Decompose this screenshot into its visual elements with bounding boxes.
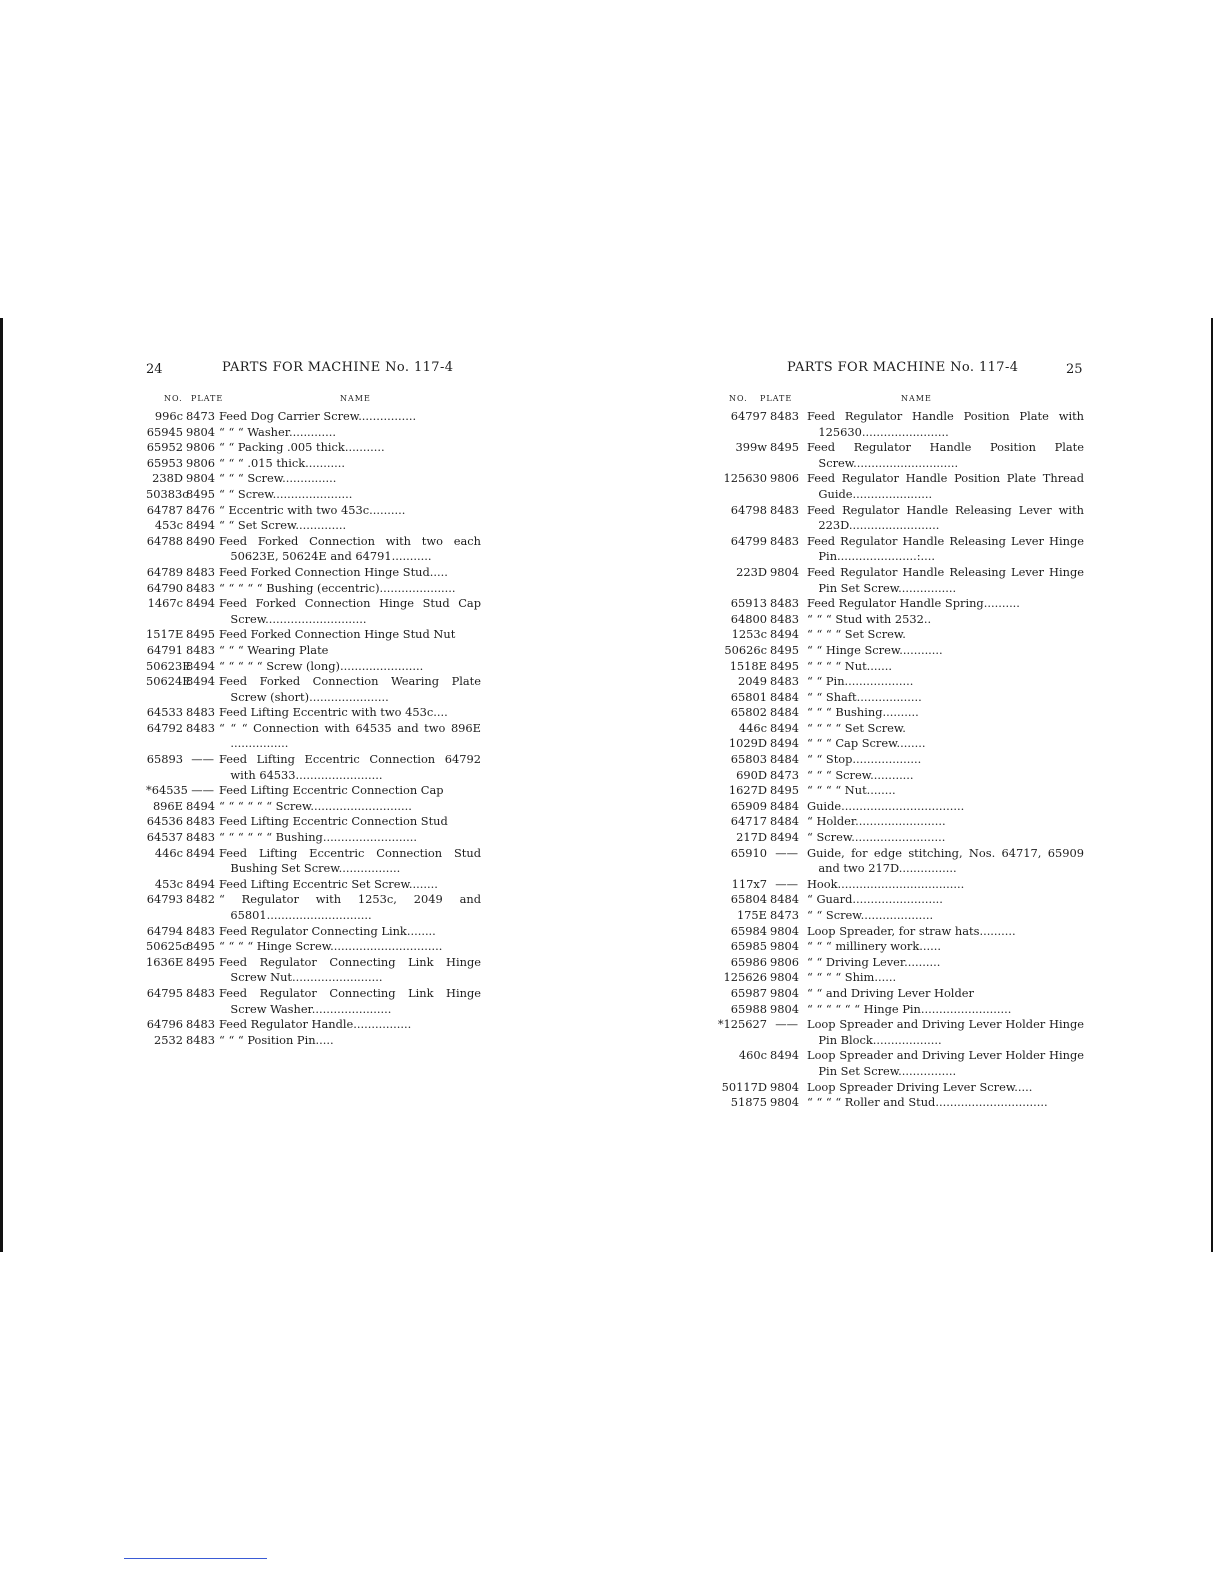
part-entry — [717, 565, 1084, 596]
column-header-no: NO. — [164, 394, 183, 403]
part-entry — [146, 877, 481, 893]
plate-number: 8484 — [770, 814, 799, 829]
part-entry — [717, 721, 1084, 737]
part-entry — [146, 503, 481, 519]
part-entry — [717, 643, 1084, 659]
part-entry — [146, 456, 481, 472]
plate-number: 8495 — [770, 658, 799, 673]
part-name: Feed Regulator Handle Releasing Lever Hinge Pin......................:.... — [807, 533, 1084, 564]
part-name: Feed Regulator Handle Releasing Lever Hinge Pin Set Screw................ — [807, 564, 1084, 595]
part-entry — [717, 986, 1084, 1002]
part-entry — [146, 487, 481, 503]
part-number: 65893 — [146, 752, 183, 767]
part-number: 896E — [152, 798, 183, 813]
part-entry — [146, 830, 481, 846]
part-name: “ “ “ “ “ “ Bushing.......................... — [219, 830, 417, 845]
part-name: Guide.................................. — [807, 798, 965, 813]
part-entry — [146, 986, 481, 1017]
part-name: “ “ “ “ “ “ Screw............................ — [219, 798, 412, 813]
part-number: 1636E — [146, 954, 184, 969]
part-entry — [717, 768, 1084, 784]
part-entry — [717, 1095, 1084, 1111]
part-entry — [717, 503, 1084, 534]
part-name: Loop Spreader, for straw hats.......... — [807, 923, 1016, 938]
plate-number: 8494 — [770, 1048, 799, 1063]
part-name: “ “ and Driving Lever Holder — [807, 985, 974, 1000]
part-number: 65953 — [146, 455, 183, 470]
plate-number: 9804 — [770, 1079, 799, 1094]
part-name: Feed Regulator Handle................ — [219, 1017, 412, 1032]
part-number: 64797 — [730, 409, 767, 423]
part-entry — [717, 674, 1084, 690]
plate-number: 8495 — [186, 939, 215, 954]
plate-number: 9806 — [770, 471, 799, 486]
part-number: 65801 — [730, 689, 767, 704]
part-name: Feed Forked Connection Hinge Stud Cap Screw............................ — [219, 596, 481, 626]
part-number: 65945 — [146, 424, 183, 439]
part-number: 175E — [736, 908, 767, 922]
part-number: 64800 — [730, 611, 767, 626]
part-number: 64789 — [146, 564, 183, 579]
part-number: *64535 — [146, 783, 188, 798]
part-entry — [717, 409, 1084, 440]
plate-number: 9804 — [770, 970, 799, 985]
plate-number: 8483 — [770, 533, 799, 548]
plate-number: 8494 — [770, 830, 799, 845]
part-number: 64794 — [146, 923, 183, 938]
part-name: “ “ “ Cap Screw........ — [807, 736, 926, 751]
plate-number: 8483 — [186, 564, 215, 579]
part-entry — [717, 612, 1084, 628]
plate-number: 8483 — [770, 409, 799, 423]
part-entry — [146, 565, 481, 581]
part-number: 64798 — [730, 502, 767, 517]
running-title: PARTS FOR MACHINE No. 117-4 — [787, 360, 1019, 375]
part-number: 51875 — [730, 1095, 767, 1110]
plate-number: 9806 — [770, 954, 799, 969]
parts-list — [146, 409, 481, 1048]
plate-number: 9804 — [770, 1001, 799, 1016]
part-entry — [717, 534, 1084, 565]
part-name: “ Eccentric with two 453c.......... — [219, 502, 406, 517]
part-name: “ “ “ “ Roller and Stud............................... — [807, 1095, 1048, 1110]
part-name: Loop Spreader and Driving Lever Holder Hinge Pin Set Screw................ — [807, 1048, 1084, 1078]
plate-number: 8483 — [186, 1032, 215, 1047]
page-number: 24 — [146, 362, 163, 377]
part-entry — [146, 721, 481, 752]
part-name: “ “ “ .015 thick........... — [219, 455, 345, 470]
column-header-plate: PLATE — [191, 394, 224, 403]
column-header-name: NAME — [901, 394, 932, 403]
part-name: Feed Forked Connection Hinge Stud Nut — [219, 627, 456, 642]
part-entry — [717, 799, 1084, 815]
plate-number: 8494 — [186, 518, 215, 533]
plate-number: 8494 — [186, 798, 215, 813]
part-number: 446c — [738, 720, 767, 735]
part-number: 238D — [152, 471, 183, 486]
part-entry — [146, 596, 481, 627]
part-name: “ Screw.......................... — [807, 830, 946, 845]
plate-number: —— — [191, 752, 214, 767]
plate-number: 8482 — [186, 892, 215, 907]
plate-number: 9806 — [186, 440, 215, 455]
running-head — [717, 356, 1084, 380]
part-entry — [146, 892, 481, 923]
part-entry — [146, 924, 481, 940]
part-name: “ “ “ Connection with 64535 and two 896E ................ — [219, 720, 481, 751]
plate-number: 8495 — [770, 783, 799, 798]
plate-number: 9804 — [770, 923, 799, 938]
part-number: 65913 — [730, 596, 767, 611]
column-headers — [717, 392, 1084, 407]
plate-number: 8483 — [186, 830, 215, 845]
part-entry — [717, 892, 1084, 908]
part-number: 64536 — [146, 814, 183, 829]
part-name: “ “ “ “ Set Screw. — [807, 627, 906, 642]
part-number: *125627 — [717, 1017, 767, 1032]
plate-number: 8495 — [770, 440, 799, 455]
part-name: Feed Lifting Eccentric Set Screw........ — [219, 876, 438, 891]
part-number: 64787 — [146, 502, 183, 517]
part-number: 64717 — [730, 814, 767, 829]
part-name: Feed Lifting Eccentric Connection Cap — [219, 783, 444, 798]
part-entry — [717, 830, 1084, 846]
part-name: Loop Spreader Driving Lever Screw..... — [807, 1079, 1033, 1094]
plate-number: 8484 — [770, 689, 799, 704]
part-entry — [146, 409, 481, 425]
part-entry — [717, 596, 1084, 612]
part-number: 65988 — [730, 1001, 767, 1016]
plate-number: 9804 — [186, 471, 215, 486]
part-number: 453c — [154, 518, 183, 533]
part-number: 460c — [738, 1048, 767, 1063]
page-number: 25 — [1066, 362, 1083, 377]
plate-number: 8483 — [186, 1017, 215, 1032]
part-entry — [146, 659, 481, 675]
plate-number: 9804 — [186, 424, 215, 439]
plate-number: 8484 — [770, 752, 799, 767]
running-title: PARTS FOR MACHINE No. 117-4 — [222, 360, 454, 375]
part-entry — [717, 955, 1084, 971]
part-number: 1518E — [729, 658, 767, 673]
part-name: “ “ Set Screw.............. — [219, 518, 347, 533]
plate-number: 8483 — [186, 720, 215, 735]
part-number: 50626c — [724, 642, 767, 657]
part-entry — [146, 627, 481, 643]
part-number: 690D — [736, 767, 767, 782]
part-entry — [146, 1033, 481, 1049]
part-entry — [146, 425, 481, 441]
plate-number: 8483 — [186, 580, 215, 595]
part-number: 64796 — [146, 1017, 183, 1032]
part-name: “ “ “ “ “ Screw (long)....................... — [219, 658, 424, 673]
part-number: 2049 — [738, 674, 767, 689]
part-name: “ “ “ Stud with 2532.. — [807, 611, 932, 626]
part-name: Feed Regulator Handle Position Plate with 125630........................ — [807, 409, 1084, 439]
plate-number: 8476 — [186, 502, 215, 517]
part-name: “ “ “ “ Nut........ — [807, 783, 896, 798]
part-name: “ “ “ Position Pin..... — [219, 1032, 334, 1047]
plate-number: 8494 — [186, 845, 215, 860]
plate-number: 8495 — [186, 486, 215, 501]
part-entry — [146, 783, 481, 799]
part-name: Feed Lifting Eccentric Connection 64792 with 64533........................ — [219, 752, 481, 782]
part-number: 446c — [154, 845, 183, 860]
plate-number: 8494 — [186, 876, 215, 891]
part-name: Feed Lifting Eccentric with two 453c.... — [219, 705, 448, 720]
part-name: Guide, for edge stitching, Nos. 64717, 65909 and two 217D................ — [807, 845, 1084, 876]
part-number: 65802 — [730, 705, 767, 720]
part-entry — [146, 814, 481, 830]
plate-number: 8483 — [770, 674, 799, 689]
part-number: 2532 — [154, 1032, 183, 1047]
part-name: Feed Dog Carrier Screw................ — [219, 409, 417, 423]
plate-number: —— — [775, 845, 798, 860]
plate-number: 8494 — [186, 674, 215, 689]
part-number: 453c — [154, 876, 183, 891]
part-number: 64792 — [146, 720, 183, 735]
plate-number: 8473 — [186, 409, 215, 423]
part-number: 1029D — [728, 736, 767, 751]
part-name: “ “ “ “ Shim...... — [807, 970, 897, 985]
part-name: “ Holder......................... — [807, 814, 946, 829]
part-name: “ “ “ millinery work...... — [807, 939, 941, 954]
part-entry — [717, 1002, 1084, 1018]
part-entry — [146, 799, 481, 815]
part-entry — [146, 518, 481, 534]
part-entry — [717, 908, 1084, 924]
plate-number: 8494 — [770, 736, 799, 751]
part-name: Feed Lifting Eccentric Connection Stud Bushing Set Screw................. — [219, 845, 481, 876]
plate-number: 8483 — [186, 923, 215, 938]
part-number: 117x7 — [731, 876, 767, 891]
plate-number: 8494 — [770, 627, 799, 642]
column-headers — [146, 392, 481, 407]
plate-number: —— — [775, 1017, 798, 1032]
part-entry — [146, 752, 481, 783]
part-entry — [146, 674, 481, 705]
part-entry — [717, 440, 1084, 471]
part-number: 399w — [735, 440, 767, 455]
part-entry — [717, 924, 1084, 940]
part-number: 65909 — [730, 798, 767, 813]
part-entry — [146, 534, 481, 565]
part-number: 125626 — [723, 970, 767, 985]
plate-number: 8483 — [186, 814, 215, 829]
part-number: 65984 — [730, 923, 767, 938]
plate-number: 8483 — [186, 642, 215, 657]
part-number: 64795 — [146, 985, 183, 1000]
part-number: 125630 — [723, 471, 767, 486]
column-header-name: NAME — [340, 394, 371, 403]
part-entry — [146, 955, 481, 986]
part-name: Feed Regulator Handle Position Plate Screw............................. — [807, 440, 1084, 470]
part-number: 50383c — [146, 486, 189, 501]
part-entry — [146, 846, 481, 877]
plate-number: 9804 — [770, 939, 799, 954]
part-number: 65985 — [730, 939, 767, 954]
left-page — [146, 356, 481, 1048]
part-name: Feed Regulator Connecting Link Hinge Screw Nut......................... — [219, 954, 481, 985]
part-number: 1253c — [731, 627, 767, 642]
part-name: Feed Regulator Handle Position Plate Thread Guide...................... — [807, 471, 1084, 501]
scan-edge-right — [1211, 318, 1213, 1252]
part-name: “ “ “ Washer............. — [219, 424, 337, 439]
plate-number: 8483 — [186, 985, 215, 1000]
part-number: 65910 — [730, 845, 767, 860]
part-name: Feed Regulator Connecting Link........ — [219, 923, 436, 938]
plate-number: 8483 — [770, 502, 799, 517]
part-name: Hook................................... — [807, 876, 965, 891]
part-entry — [717, 659, 1084, 675]
part-entry — [146, 939, 481, 955]
plate-number: 8494 — [186, 658, 215, 673]
part-number: 50623E — [146, 658, 191, 673]
part-number: 65952 — [146, 440, 183, 455]
plate-number: 8494 — [770, 720, 799, 735]
part-name: “ “ Pin................... — [807, 674, 914, 689]
right-page — [717, 356, 1084, 1111]
part-name: “ “ “ “ Set Screw. — [807, 720, 906, 735]
part-entry — [717, 736, 1084, 752]
part-name: “ “ “ Screw............ — [807, 767, 914, 782]
part-number: 64788 — [146, 533, 183, 548]
plate-number: 8495 — [770, 642, 799, 657]
part-entry — [717, 846, 1084, 877]
part-name: “ “ Screw...................... — [219, 486, 353, 501]
part-name: Feed Regulator Handle Releasing Lever with 223D......................... — [807, 502, 1084, 533]
part-entry — [717, 690, 1084, 706]
part-number: 65987 — [730, 985, 767, 1000]
plate-number: 8495 — [186, 627, 215, 642]
part-name: “ “ Driving Lever.......... — [807, 954, 941, 969]
part-name: “ “ Hinge Screw............ — [807, 642, 943, 657]
part-name: “ “ “ Wearing Plate — [219, 642, 329, 657]
part-number: 65986 — [730, 954, 767, 969]
part-number: 64537 — [146, 830, 183, 845]
parts-list — [717, 409, 1084, 1111]
plate-number: 9804 — [770, 985, 799, 1000]
part-number: 1627D — [728, 783, 767, 798]
part-entry — [146, 705, 481, 721]
plate-number: —— — [191, 783, 214, 798]
part-entry — [717, 783, 1084, 799]
part-name: “ “ “ Bushing.......... — [807, 705, 919, 720]
column-header-plate: PLATE — [760, 394, 793, 403]
part-name: “ “ Shaft.................. — [807, 689, 922, 704]
part-entry — [717, 627, 1084, 643]
part-name: “ “ Screw.................... — [807, 908, 934, 922]
scan-artifact-line — [124, 1558, 267, 1559]
part-name: “ Regulator with 1253c, 2049 and 65801............................. — [219, 892, 481, 922]
part-entry — [717, 471, 1084, 502]
part-entry — [146, 1017, 481, 1033]
part-number: 64791 — [146, 642, 183, 657]
plate-number: 8494 — [186, 596, 215, 611]
part-entry — [146, 581, 481, 597]
part-name: “ “ Stop................... — [807, 752, 922, 767]
plate-number: 8483 — [770, 596, 799, 611]
part-name: “ “ “ “ Hinge Screw............................... — [219, 939, 443, 954]
plate-number: 9804 — [770, 1095, 799, 1110]
part-name: “ “ “ “ “ “ Hinge Pin......................... — [807, 1001, 1012, 1016]
part-number: 64533 — [146, 705, 183, 720]
part-entry — [717, 705, 1084, 721]
part-number: 50117D — [721, 1079, 767, 1094]
plate-number: 8484 — [770, 705, 799, 720]
part-name: Feed Forked Connection Hinge Stud..... — [219, 564, 448, 579]
part-number: 65804 — [730, 892, 767, 907]
plate-number: 8490 — [186, 533, 215, 548]
scan-edge-left — [0, 318, 3, 1252]
part-number: 50625c — [146, 939, 189, 954]
plate-number: 8484 — [770, 798, 799, 813]
part-entry — [717, 814, 1084, 830]
part-entry — [717, 1048, 1084, 1079]
plate-number: 8483 — [770, 611, 799, 626]
plate-number: —— — [775, 876, 798, 891]
part-entry — [717, 877, 1084, 893]
part-number: 65803 — [730, 752, 767, 767]
part-entry — [146, 440, 481, 456]
part-entry — [717, 970, 1084, 986]
part-name: “ “ “ Screw............... — [219, 471, 337, 486]
part-entry — [717, 752, 1084, 768]
part-entry — [146, 471, 481, 487]
plate-number: 9806 — [186, 455, 215, 470]
part-name: “ Guard......................... — [807, 892, 943, 907]
part-number: 996c — [154, 409, 183, 423]
part-name: Feed Forked Connection with two each 50623E, 50624E and 64791........... — [219, 533, 481, 564]
part-name: Feed Regulator Handle Spring.......... — [807, 596, 1020, 611]
part-number: 223D — [736, 564, 767, 579]
part-name: Feed Lifting Eccentric Connection Stud — [219, 814, 448, 829]
part-number: 50624E — [146, 674, 191, 689]
part-entry — [717, 939, 1084, 955]
part-number: 64799 — [730, 533, 767, 548]
plate-number: 9804 — [770, 564, 799, 579]
part-name: Feed Forked Connection Wearing Plate Screw (short)...................... — [219, 674, 481, 704]
part-entry — [717, 1017, 1084, 1048]
running-head — [146, 356, 481, 380]
part-name: “ “ Packing .005 thick........... — [219, 440, 385, 455]
part-number: 64793 — [146, 892, 183, 907]
part-number: 64790 — [146, 580, 183, 595]
part-number: 1517E — [146, 627, 184, 642]
part-entry — [146, 643, 481, 659]
part-name: Loop Spreader and Driving Lever Holder Hinge Pin Block................... — [807, 1017, 1084, 1047]
part-name: “ “ “ “ Nut....... — [807, 658, 893, 673]
plate-number: 8484 — [770, 892, 799, 907]
part-number: 1467c — [147, 596, 183, 611]
plate-number: 8473 — [770, 908, 799, 922]
plate-number: 8495 — [186, 954, 215, 969]
part-name: Feed Regulator Connecting Link Hinge Screw Washer...................... — [219, 985, 481, 1016]
plate-number: 8483 — [186, 705, 215, 720]
part-number: 217D — [736, 830, 767, 845]
part-name: “ “ “ “ “ Bushing (eccentric)..................... — [219, 580, 456, 595]
plate-number: 8473 — [770, 767, 799, 782]
part-entry — [717, 1080, 1084, 1096]
column-header-no: NO. — [729, 394, 748, 403]
